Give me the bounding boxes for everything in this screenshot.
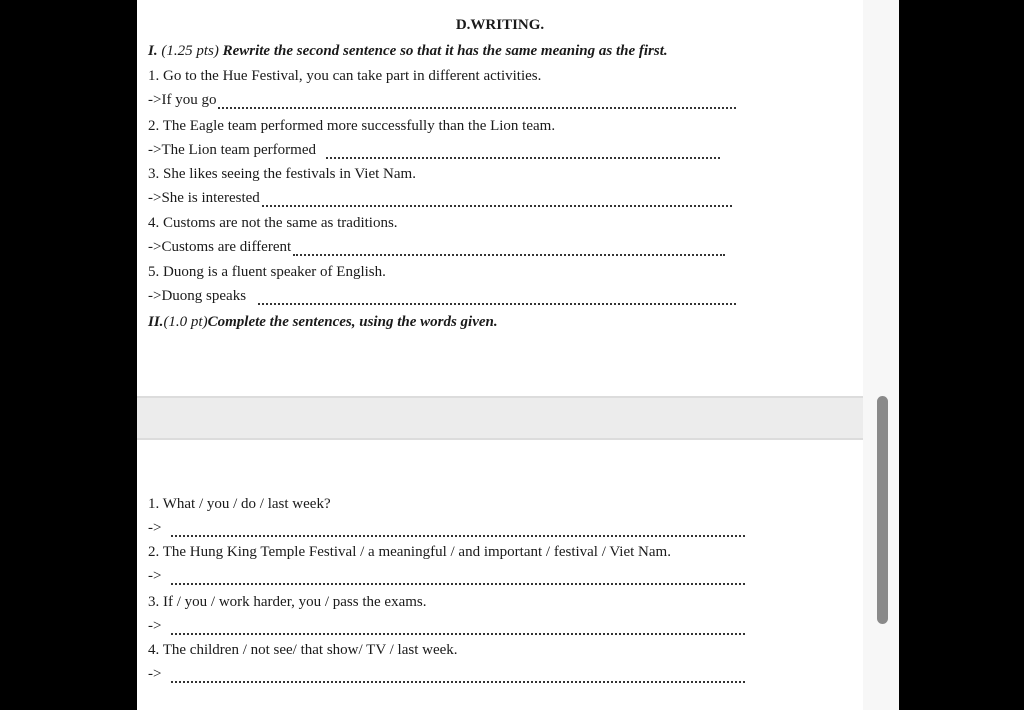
part2-prompt-3: -> (148, 618, 162, 634)
part2-question-3: 3. If / you / work harder, you / pass the exams. (148, 594, 427, 610)
part1-number: I. (148, 43, 158, 59)
part2-answer-3[interactable] (148, 617, 745, 635)
part1-instruction-text: Rewrite the second sentence so that it has the same meaning as the first. (222, 43, 668, 59)
part2-answer-2[interactable] (148, 567, 745, 585)
part2-answer-1[interactable] (148, 519, 745, 537)
part1-answer-1[interactable] (148, 91, 736, 109)
part2-prompt-1: -> (148, 520, 162, 536)
document-page-2 (137, 440, 863, 710)
document-page-1 (137, 0, 863, 396)
part1-prompt-3: ->She is interested (148, 190, 260, 206)
part1-question-4: 4. Customs are not the same as traditions. (148, 215, 398, 231)
part1-question-3: 3. She likes seeing the festivals in Viet Nam. (148, 166, 416, 182)
part2-answer-4[interactable] (148, 665, 745, 683)
part1-question-2: 2. The Eagle team performed more successfully than the Lion team. (148, 118, 556, 134)
part1-answer-2[interactable] (148, 141, 720, 159)
answer-line[interactable] (218, 95, 736, 109)
answer-line[interactable] (258, 291, 736, 305)
section-title: D.WRITING. (455, 17, 545, 33)
part2-question-1: 1. What / you / do / last week? (148, 496, 331, 512)
part1-question-5: 5. Duong is a fluent speaker of English. (148, 264, 386, 280)
part2-question-4: 4. The children / not see/ that show/ TV / last week. (148, 642, 458, 658)
part1-prompt-5: ->Duong speaks (148, 288, 247, 304)
answer-line[interactable] (326, 145, 720, 159)
answer-line[interactable] (171, 621, 745, 635)
part2-number: II. (148, 314, 164, 330)
part1-answer-3[interactable] (148, 189, 732, 207)
answer-line[interactable] (171, 571, 745, 585)
part1-points: (1.25 pts) (161, 43, 219, 59)
part1-prompt-2: ->The Lion team performed (148, 142, 316, 158)
answer-line[interactable] (171, 669, 745, 683)
page-separator (137, 396, 863, 440)
scrollbar-thumb[interactable] (877, 396, 888, 624)
part2-prompt-2: -> (148, 568, 162, 584)
part2-instruction (148, 313, 498, 331)
part1-answer-5[interactable] (148, 287, 736, 305)
answer-line[interactable] (171, 523, 745, 537)
part2-points: (1.0 pt) (163, 314, 208, 330)
part1-instruction (148, 42, 668, 60)
answer-line[interactable] (262, 193, 732, 207)
part2-question-2: 2. The Hung King Temple Festival / a meaningful / and important / festival / Viet Nam. (148, 544, 671, 560)
part1-question-1: 1. Go to the Hue Festival, you can take part in different activities. (148, 68, 542, 84)
part1-answer-4[interactable] (148, 238, 725, 256)
part1-prompt-4: ->Customs are different (148, 239, 292, 255)
part1-prompt-1: ->If you go (148, 92, 217, 108)
answer-line[interactable] (293, 242, 725, 256)
part2-instruction-text: Complete the sentences, using the words given. (207, 314, 498, 330)
part2-prompt-4: -> (148, 666, 162, 682)
